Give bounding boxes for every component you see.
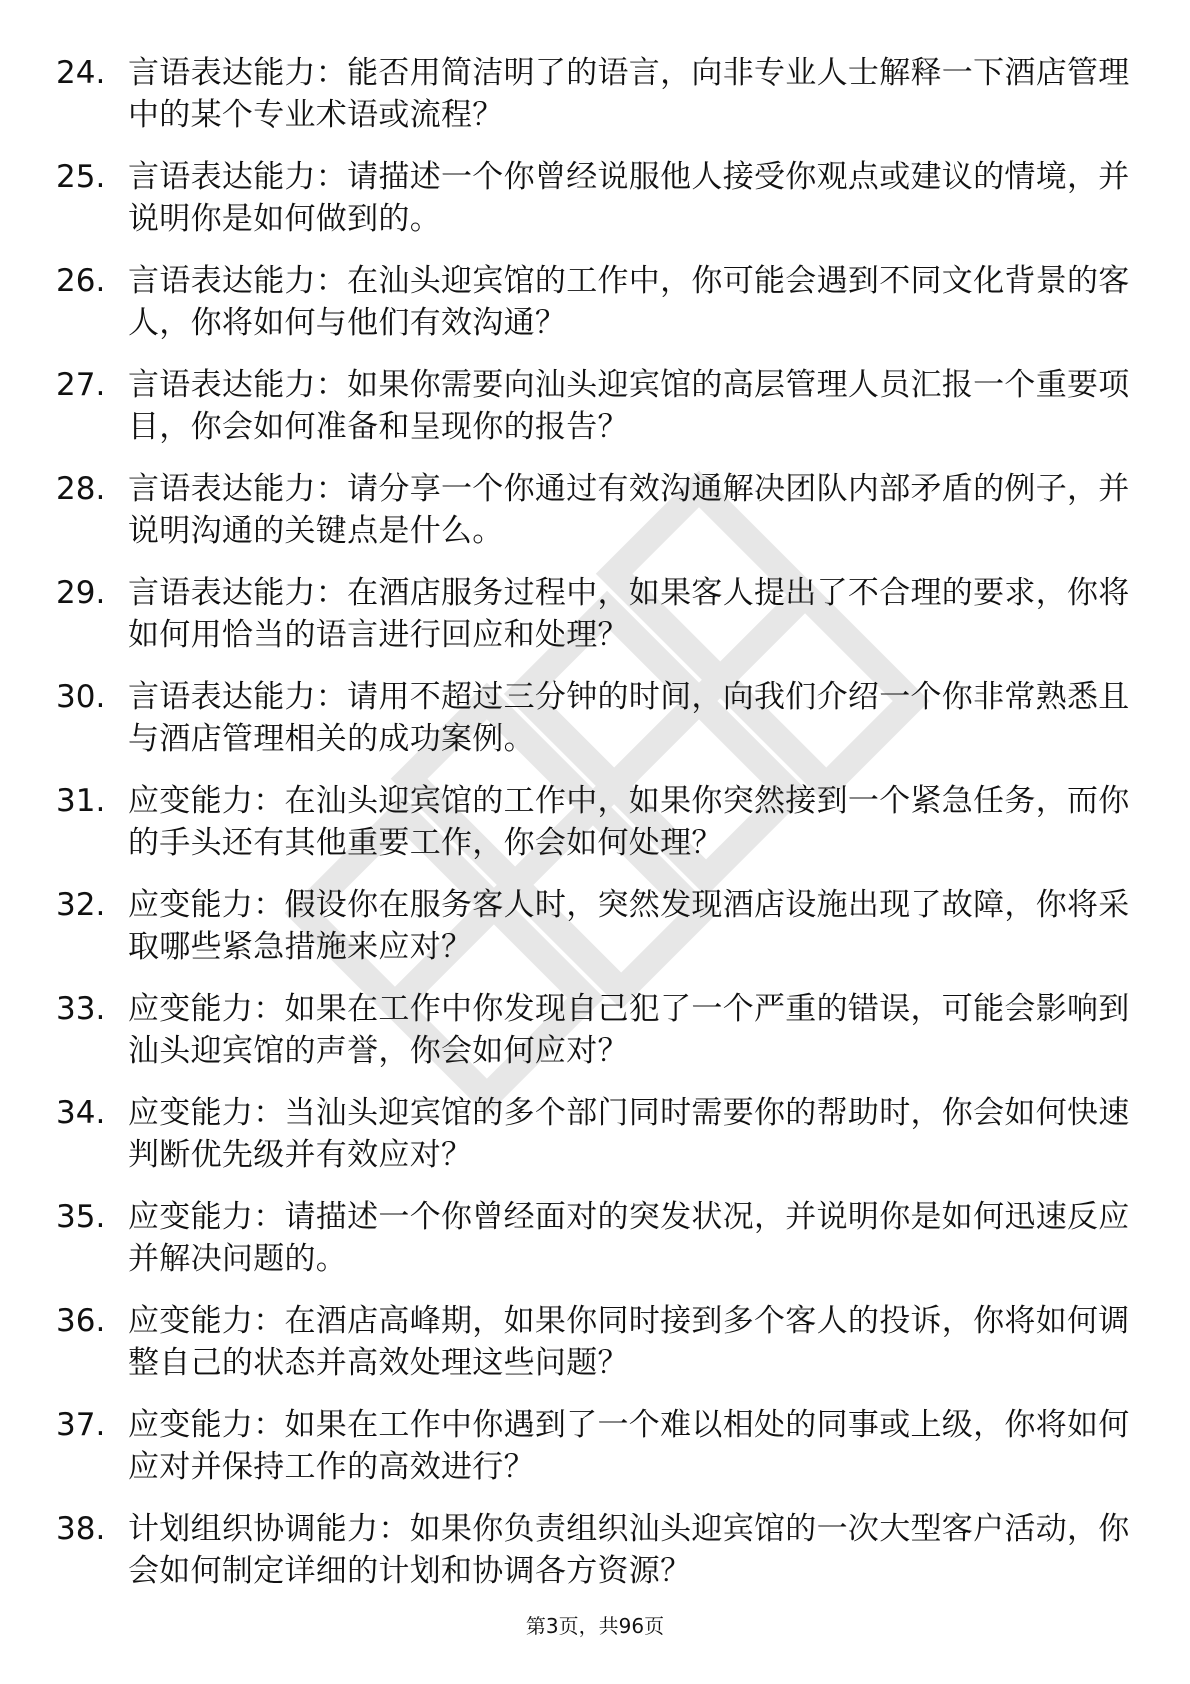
question-number: 38. (56, 1511, 106, 1547)
question-text: 言语表达能力：请用不超过三分钟的时间，向我们介绍一个你非常熟悉且与酒店管理相关的成功案例。 (128, 679, 1130, 757)
question-item (56, 1300, 1136, 1404)
question-list (56, 52, 1136, 1612)
question-number: 36. (56, 1303, 106, 1339)
question-number: 35. (56, 1199, 106, 1235)
question-number: 24. (56, 55, 106, 91)
question-number: 31. (56, 783, 106, 819)
question-item (56, 156, 1136, 260)
question-text: 应变能力：在酒店高峰期，如果你同时接到多个客人的投诉，你将如何调整自己的状态并高效处理这些问题？ (128, 1303, 1130, 1381)
question-text: 言语表达能力：请分享一个你通过有效沟通解决团队内部矛盾的例子，并说明沟通的关键点是什么。 (128, 471, 1130, 549)
question-number: 32. (56, 887, 106, 923)
question-item (56, 260, 1136, 364)
question-item (56, 52, 1136, 156)
question-number: 33. (56, 991, 106, 1027)
question-number: 28. (56, 471, 106, 507)
question-item (56, 1508, 1136, 1612)
page-footer: 第3页，共96页 (525, 1614, 665, 1638)
question-item (56, 1196, 1136, 1300)
question-item (56, 884, 1136, 988)
question-text: 言语表达能力：在汕头迎宾馆的工作中，你可能会遇到不同文化背景的客人，你将如何与他们有效沟通？ (128, 263, 1130, 341)
question-item (56, 364, 1136, 468)
question-text: 言语表达能力：能否用简洁明了的语言，向非专业人士解释一下酒店管理中的某个专业术语或流程？ (128, 55, 1130, 133)
question-number: 26. (56, 263, 106, 299)
question-text: 言语表达能力：如果你需要向汕头迎宾馆的高层管理人员汇报一个重要项目，你会如何准备和呈现你的报告？ (128, 367, 1130, 445)
question-number: 25. (56, 159, 106, 195)
question-text: 应变能力：当汕头迎宾馆的多个部门同时需要你的帮助时，你会如何快速判断优先级并有效应对？ (128, 1095, 1130, 1173)
question-text: 应变能力：假设你在服务客人时，突然发现酒店设施出现了故障，你将采取哪些紧急措施来应对？ (128, 887, 1130, 965)
question-number: 37. (56, 1407, 106, 1443)
question-text: 言语表达能力：请描述一个你曾经说服他人接受你观点或建议的情境，并说明你是如何做到的。 (128, 159, 1130, 237)
question-item (56, 572, 1136, 676)
question-item (56, 1092, 1136, 1196)
question-text: 应变能力：请描述一个你曾经面对的突发状况，并说明你是如何迅速反应并解决问题的。 (128, 1199, 1130, 1277)
question-number: 27. (56, 367, 106, 403)
question-item (56, 676, 1136, 780)
question-text: 应变能力：在汕头迎宾馆的工作中，如果你突然接到一个紧急任务，而你的手头还有其他重要工作，你会如何处理？ (128, 783, 1130, 861)
question-text: 言语表达能力：在酒店服务过程中，如果客人提出了不合理的要求，你将如何用恰当的语言进行回应和处理？ (128, 575, 1130, 653)
question-number: 34. (56, 1095, 106, 1131)
question-text: 计划组织协调能力：如果你负责组织汕头迎宾馆的一次大型客户活动，你会如何制定详细的计划和协调各方资源？ (128, 1511, 1130, 1589)
question-item (56, 468, 1136, 572)
question-item (56, 780, 1136, 884)
question-text: 应变能力：如果在工作中你遇到了一个难以相处的同事或上级，你将如何应对并保持工作的高效进行？ (128, 1407, 1130, 1485)
question-text: 应变能力：如果在工作中你发现自己犯了一个严重的错误，可能会影响到汕头迎宾馆的声誉，你会如何应对？ (128, 991, 1130, 1069)
question-item (56, 1404, 1136, 1508)
question-number: 29. (56, 575, 106, 611)
question-item (56, 988, 1136, 1092)
question-number: 30. (56, 679, 106, 715)
